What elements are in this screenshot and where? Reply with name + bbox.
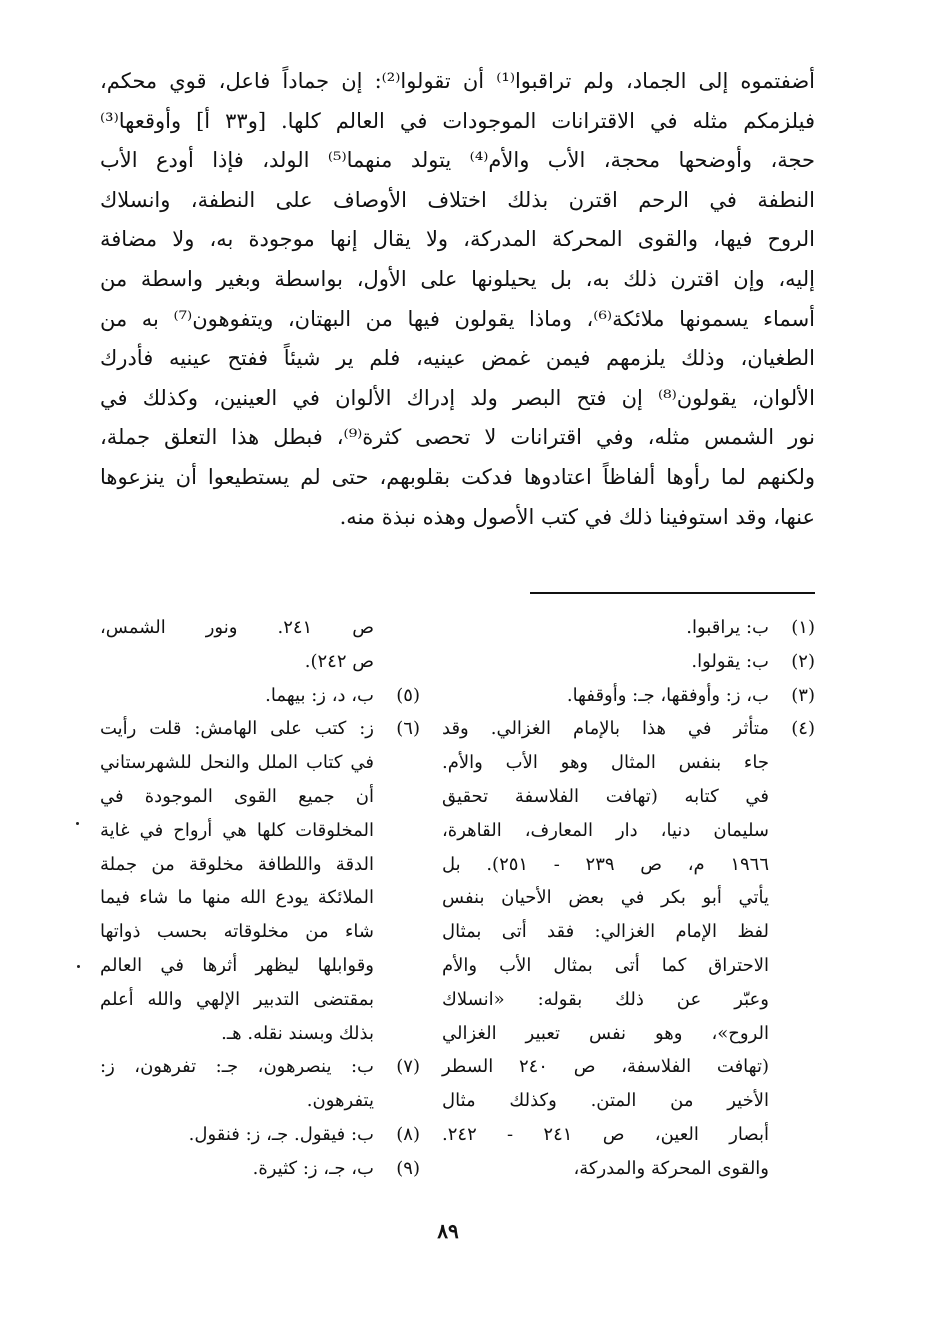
footnote-number: (٥) — [396, 684, 420, 706]
footnote-line — [442, 712, 815, 746]
footnote-text: ١٩٦٦ م، ص ٢٣٩ - ٢٥١). بل — [442, 853, 769, 875]
footnote-text: ب: فيقول. جـ، ز: فنقول. — [188, 1123, 374, 1145]
footnote-number: (٨) — [396, 1123, 420, 1145]
footnote-line — [442, 611, 815, 645]
footnote-line — [442, 915, 815, 949]
footnote-line — [100, 1152, 420, 1186]
footnote-text: يتفرهون. — [306, 1090, 374, 1112]
main-text — [100, 62, 815, 537]
text-line: عنها، وقد استوفينا ذلك في كتب الأصول وهذه نبذة منه. — [339, 504, 815, 529]
scan-speck — [77, 965, 80, 968]
footnote-line — [100, 881, 420, 915]
footnote-line — [100, 983, 420, 1017]
footnote-text: بمقتضى التدبير الإلهي والله أعلم — [100, 988, 374, 1010]
footnote-line — [100, 915, 420, 949]
footnote-line — [100, 679, 420, 713]
scan-speck — [76, 822, 79, 825]
footnote-line — [100, 848, 420, 882]
footnote-text: ص ٢٤١. ونور الشمس، — [100, 617, 374, 638]
text-line: ولكنهم لما رأوها ألفاظاً اعتادوها فدكت بقلوبهم، حتى لم يستطيعوا أن ينزعوها — [100, 464, 815, 489]
footnote-number: (١) — [791, 617, 815, 638]
footnote-text: (تهافت الفلاسفة، ص ٢٤٠ السطر — [442, 1056, 769, 1078]
text-line: الألوان، يقولون⁽⁸⁾ إن فتح البصر ولد إدراك الألوان في العينين، وكذلك في — [100, 385, 815, 410]
text-line: الروح فيها، والقوى المحركة المدركة، ولا يقال إنها موجودة به، ولا مضافة — [100, 227, 815, 252]
footnote-text: المخلوقات كلها هي أرواح في غاية — [100, 819, 374, 841]
footnote-line — [100, 712, 420, 746]
footnote-line — [442, 645, 815, 679]
footnote-text: أبصار العين، ص ٢٤١ - ٢٤٢. — [442, 1123, 769, 1145]
footnote-line — [442, 1050, 815, 1084]
footnote-text: ب، ز: وأوفقها، جـ: وأوقفها. — [566, 684, 769, 706]
footnote-line — [442, 814, 815, 848]
footnote-line — [442, 881, 815, 915]
footnote-text: وقوابلها ليظهر أثرها في العالم — [100, 954, 374, 976]
footnote-number: (٩) — [396, 1157, 420, 1179]
footnote-text: ب: يقولوا. — [691, 650, 769, 672]
footnote-line — [442, 1118, 815, 1152]
footnote-text: الملائكة يودع الله منها ما شاء فيما — [100, 887, 374, 909]
footnote-text: ب، د، ز: بيهما. — [265, 684, 374, 706]
footnote-text: الاحتراق كما أتى بمثال الأب والأم — [442, 954, 769, 976]
footnote-line — [442, 983, 815, 1017]
text-line: أسماء يسمونها ملائكة⁽⁶⁾، وماذا يقولون فيها من البهتان، ويتفوهون⁽⁷⁾ به من — [100, 306, 815, 331]
footnote-text: وعبّر عن ذلك بقوله: «انسلاك — [442, 988, 769, 1010]
footnote-text: ص ٢٤٢). — [304, 650, 374, 672]
footnote-text: ب: يراقبوا. — [686, 617, 769, 638]
footnote-text: جاء بنفس المثال وهو الأب والأم. — [442, 752, 769, 774]
footnote-text: الدقة واللطافة مخلوقة من جملة — [100, 853, 374, 875]
footnote-text: أن جميع القوى الموجودة في — [100, 785, 374, 807]
text-line: نور الشمس مثله، وفي اقترانات لا تحصى كثرة⁽⁹⁾، فبطل هذا التعلق جملة، — [100, 425, 815, 450]
footnote-text: لفظ الإمام الغزالي: فقد أتى بمثال — [442, 921, 769, 943]
footnote-text: الروح»، وهو نفس تعبير الغزالي — [442, 1022, 769, 1044]
text-line: حجة، وأوضحها محجة، الأب والأم⁽⁴⁾ يتولد منهما⁽⁵⁾ الولد، فإذا أودع الأب — [100, 148, 816, 173]
footnote-line — [100, 611, 420, 645]
footnote-line — [100, 949, 420, 983]
footnote-text: شاء من مخلوقاته بحسب ذواتها — [100, 921, 374, 943]
footnote-number: (٦) — [396, 718, 420, 740]
footnote-text: ب، جـ، ز: كثيرة. — [252, 1157, 374, 1179]
text-line: الطغيان، وذلك يلزمهم فيمن غمض عينيه، فلم ير شيئاً ففتح عينيه فأدرك — [100, 346, 815, 371]
footnote-line — [442, 1017, 815, 1051]
text-line: النطفة في الرحم اقترن بذلك اختلاف الأوصاف على النطفة، وانسلاك — [100, 187, 815, 212]
text-line: أضفتموه إلى الجماد، ولم تراقبوا⁽¹⁾ أن تقولوا⁽²⁾: إن جماداً فاعل، قوي محكم، — [100, 69, 815, 93]
footnote-line — [100, 645, 420, 679]
footnote-line — [442, 949, 815, 983]
footnote-line — [100, 1118, 420, 1152]
footnote-number: (٣) — [791, 684, 815, 706]
footnote-number: (٧) — [396, 1056, 420, 1078]
footnote-text: الأخير من المتن. وكذلك مثال — [442, 1090, 769, 1112]
footnote-text: ز: كتب على الهامش: قلت رأيت — [100, 718, 374, 740]
footnote-line — [442, 746, 815, 780]
footnote-separator — [530, 592, 815, 594]
page-number: ٨٩ — [437, 1219, 459, 1243]
footnote-text: متأثر في هذا بالإمام الغزالي. وقد — [442, 718, 769, 740]
footnote-line — [100, 746, 420, 780]
footnote-text: في كتابه (تهافت الفلاسفة تحقيق — [442, 785, 769, 807]
footnote-line — [100, 814, 420, 848]
footnote-text: والقوى المحركة والمدركة، — [573, 1157, 769, 1179]
footnotes-right-column — [442, 611, 815, 1186]
footnote-line — [442, 780, 815, 814]
footnote-text: ب: ينصرهون، جـ: تفرهون، ز: — [100, 1056, 374, 1078]
footnote-number: (٤) — [791, 718, 815, 740]
footnote-line — [100, 1084, 420, 1118]
footnote-line — [442, 848, 815, 882]
footnote-text: يأتي أبو بكر في بعض الأحيان بنفس — [442, 887, 769, 909]
footnotes-left-column — [100, 611, 420, 1186]
footnote-line — [100, 1050, 420, 1084]
footnote-line — [442, 1152, 815, 1186]
text-line: إليه، وإن اقترن ذلك به، بل يحيلونها على الأول، بواسطة وبغير واسطة من — [100, 266, 815, 291]
footnote-line — [100, 1017, 420, 1051]
footnote-text: بذلك وبسند نقله. هـ. — [221, 1022, 374, 1044]
footnote-text: سليمان دنيا، دار المعارف، القاهرة، — [442, 819, 769, 841]
footnote-number: (٢) — [791, 650, 815, 672]
footnote-line — [442, 1084, 815, 1118]
footnote-text: في كتاب الملل والنحل للشهرستاني — [100, 752, 374, 774]
footnote-line — [100, 780, 420, 814]
footnote-line — [442, 679, 815, 713]
text-line: فيلزمكم مثله في الاقترانات الموجودات في العالم كلها. [و٣٣ أ] وأوقعها⁽³⁾ — [100, 108, 815, 133]
